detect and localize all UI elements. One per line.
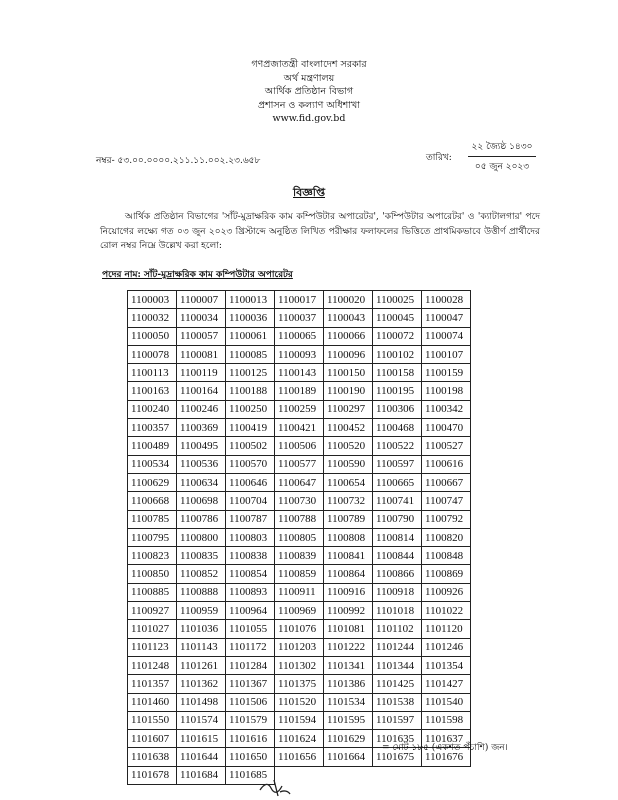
roll-number-cell: 1101597 [373,711,422,729]
roll-number-cell: 1101102 [373,620,422,638]
roll-number-cell: 1100926 [422,583,471,601]
roll-number-cell: 1100732 [324,492,373,510]
roll-number-cell: 1100028 [422,291,471,309]
roll-number-cell: 1100125 [226,364,275,382]
table-row [128,291,471,309]
roll-number-cell: 1100888 [177,583,226,601]
roll-number-cell: 1101538 [373,693,422,711]
roll-number-cell: 1101354 [422,656,471,674]
roll-number-cell: 1100246 [177,400,226,418]
roll-number-cell: 1100741 [373,492,422,510]
government-name: গণপ্রজাতন্ত্রী বাংলাদেশ সরকার [251,59,367,70]
post-name: পদের নাম: সাঁট-মুদ্রাক্ষরিক কাম কম্পিউটার অপারেটর [102,270,293,280]
table-row [128,345,471,363]
roll-number-cell: 1100704 [226,492,275,510]
roll-number-cell: 1101055 [226,620,275,638]
roll-number-cell: 1100785 [128,510,177,528]
roll-number-cell: 1100577 [275,455,324,473]
roll-number-cell: 1101520 [275,693,324,711]
roll-number-cell: 1100013 [226,291,275,309]
notice-title: বিজ্ঞপ্তি [293,186,325,199]
roll-number-cell: 1100786 [177,510,226,528]
roll-number-cell: 1100163 [128,382,177,400]
roll-number-cell: 1101244 [373,638,422,656]
roll-number-cell: 1101460 [128,693,177,711]
roll-number-cell: 1100240 [128,400,177,418]
roll-number-cell: 1100066 [324,327,373,345]
roll-number-cell: 1100195 [373,382,422,400]
roll-number-table-body [128,291,471,785]
roll-number-cell: 1100158 [373,364,422,382]
roll-number-table [127,290,471,785]
roll-number-cell: 1100506 [275,437,324,455]
roll-number-cell: 1100959 [177,602,226,620]
roll-number-cell: 1101076 [275,620,324,638]
roll-number-cell: 1101341 [324,656,373,674]
roll-number-cell: 1101362 [177,675,226,693]
table-row [128,364,471,382]
roll-number-cell: 1100854 [226,565,275,583]
roll-number-cell: 1100814 [373,528,422,546]
table-row [128,492,471,510]
roll-number-cell: 1101344 [373,656,422,674]
roll-number-cell: 1100119 [177,364,226,382]
roll-number-cell: 1100050 [128,327,177,345]
roll-number-cell: 1101222 [324,638,373,656]
roll-number-cell: 1100032 [128,309,177,327]
notice-paragraph: আর্থিক প্রতিষ্ঠান বিভাগের 'সাঁট-মুদ্রাক্ষরিক কাম কম্পিউটার অপারেটর', 'কম্পিউটার অপারেটর' ও 'ক্যাটালগার' পদে নিয়োগের লক্ষ্যে গত ০৩ জুন ২০২৩ খ্রিস্টাব্দে অনুষ্ঠিত লিখিত পরীক্ষার ফলাফলের ভিত্তিতে প্রাথমিকভাবে উত্তীর্ণ প্রার্থীদের রোল নম্বর নিম্নে উল্লেখ করা হলো: [100,212,540,251]
roll-number-cell: 1100369 [177,419,226,437]
roll-number-cell: 1100800 [177,528,226,546]
roll-number-cell: 1101172 [226,638,275,656]
table-row [128,620,471,638]
table-row [128,382,471,400]
roll-number-cell: 1100647 [275,473,324,491]
roll-number-cell: 1101607 [128,730,177,748]
roll-number-cell: 1100306 [373,400,422,418]
roll-number-cell: 1100859 [275,565,324,583]
roll-number-cell: 1100866 [373,565,422,583]
roll-number-cell: 1101624 [275,730,324,748]
roll-number-cell: 1100893 [226,583,275,601]
roll-number-cell: 1101375 [275,675,324,693]
letterhead [0,58,618,126]
roll-number-cell: 1101684 [177,766,226,784]
roll-number-cell: 1101120 [422,620,471,638]
roll-number-cell: 1101664 [324,748,373,766]
roll-number-cell: 1100820 [422,528,471,546]
roll-number-cell: 1101203 [275,638,324,656]
roll-number-cell: 1100074 [422,327,471,345]
roll-number-cell: 1100522 [373,437,422,455]
roll-number-cell: 1101425 [373,675,422,693]
date-label: তারিখ: [426,153,452,163]
roll-number-cell: 1100003 [128,291,177,309]
roll-number-cell: 1100520 [324,437,373,455]
roll-number-cell: 1100297 [324,400,373,418]
roll-number-cell: 1100047 [422,309,471,327]
empty-cell [373,766,422,784]
roll-number-cell: 1100790 [373,510,422,528]
roll-number-cell: 1100093 [275,345,324,363]
wing-name: প্রশাসন ও কল্যাণ অধিশাখা [257,99,361,111]
roll-number-cell: 1101650 [226,748,275,766]
roll-number-cell: 1100969 [275,602,324,620]
roll-number-cell: 1101678 [128,766,177,784]
roll-number-cell: 1100869 [422,565,471,583]
roll-number-cell: 1100419 [226,419,275,437]
roll-number-cell: 1100536 [177,455,226,473]
date-bangla: ২২ জ্যৈষ্ঠ ১৪৩০ [468,139,536,157]
roll-number-cell: 1100143 [275,364,324,382]
roll-number-cell: 1100805 [275,528,324,546]
roll-number-cell: 1101081 [324,620,373,638]
roll-number-cell: 1100107 [422,345,471,363]
roll-number-cell: 1100792 [422,510,471,528]
table-row [128,400,471,418]
roll-number-cell: 1100017 [275,291,324,309]
table-row [128,638,471,656]
roll-number-cell: 1100634 [177,473,226,491]
roll-number-cell: 1100795 [128,528,177,546]
roll-number-cell: 1100916 [324,583,373,601]
roll-number-cell: 1100808 [324,528,373,546]
date-values [468,139,536,174]
roll-number-cell: 1100198 [422,382,471,400]
roll-number-cell: 1101027 [128,620,177,638]
roll-number-cell: 1100964 [226,602,275,620]
roll-number-cell: 1100667 [422,473,471,491]
roll-number-cell: 1100489 [128,437,177,455]
roll-number-cell: 1100421 [275,419,324,437]
roll-number-cell: 1100159 [422,364,471,382]
roll-number-cell: 1100468 [373,419,422,437]
roll-number-cell: 1100495 [177,437,226,455]
roll-number-cell: 1100078 [128,345,177,363]
table-row [128,327,471,345]
roll-number-cell: 1100789 [324,510,373,528]
website-link[interactable]: www.fid.gov.bd [272,113,346,124]
roll-number-cell: 1101386 [324,675,373,693]
roll-number-cell: 1101675 [373,748,422,766]
roll-number-cell: 1100646 [226,473,275,491]
table-row [128,656,471,674]
roll-number-cell: 1101644 [177,748,226,766]
roll-number-cell: 1101685 [226,766,275,784]
roll-number-cell: 1100164 [177,382,226,400]
roll-number-cell: 1100113 [128,364,177,382]
roll-number-cell: 1100096 [324,345,373,363]
roll-number-cell: 1100045 [373,309,422,327]
roll-number-cell: 1101579 [226,711,275,729]
roll-number-cell: 1100470 [422,419,471,437]
roll-number-cell: 1100848 [422,547,471,565]
roll-number-cell: 1100698 [177,492,226,510]
division-name: আর্থিক প্রতিষ্ঠান বিভাগ [264,86,354,97]
roll-number-cell: 1100020 [324,291,373,309]
roll-number-cell: 1101498 [177,693,226,711]
roll-number-cell: 1100036 [226,309,275,327]
ministry-name: অর্থ মন্ত্রণালয় [283,72,335,84]
roll-number-cell: 1100616 [422,455,471,473]
table-row [128,693,471,711]
roll-number-cell: 1100057 [177,327,226,345]
roll-number-cell: 1100007 [177,291,226,309]
roll-number-cell: 1100102 [373,345,422,363]
roll-number-cell: 1100034 [177,309,226,327]
notice-body [100,210,540,254]
roll-number-cell: 1100823 [128,547,177,565]
date-english: ০৫ জুন ২০২৩ [474,162,530,172]
roll-number-cell: 1101637 [422,730,471,748]
notice-title-wrap [0,184,618,203]
roll-number-cell: 1100534 [128,455,177,473]
roll-number-cell: 1100911 [275,583,324,601]
roll-number-cell: 1100081 [177,345,226,363]
roll-number-cell: 1100342 [422,400,471,418]
roll-number-cell: 1100992 [324,602,373,620]
roll-number-cell: 1101594 [275,711,324,729]
roll-number-cell: 1100654 [324,473,373,491]
roll-number-cell: 1101123 [128,638,177,656]
roll-number-cell: 1100250 [226,400,275,418]
table-row [128,309,471,327]
roll-number-cell: 1100590 [324,455,373,473]
roll-number-cell: 1100150 [324,364,373,382]
signature-mark [258,776,292,798]
roll-number-cell: 1100085 [226,345,275,363]
roll-number-cell: 1100452 [324,419,373,437]
roll-number-cell: 1100747 [422,492,471,510]
table-row [128,455,471,473]
roll-number-cell: 1100803 [226,528,275,546]
roll-number-cell: 1100864 [324,565,373,583]
roll-number-cell: 1100072 [373,327,422,345]
roll-number-cell: 1101248 [128,656,177,674]
roll-number-cell: 1101022 [422,602,471,620]
table-row [128,565,471,583]
table-row [128,419,471,437]
roll-number-cell: 1101534 [324,693,373,711]
table-row [128,510,471,528]
roll-number-cell: 1100885 [128,583,177,601]
roll-number-cell: 1100597 [373,455,422,473]
roll-number-cell: 1100668 [128,492,177,510]
roll-number-cell: 1100189 [275,382,324,400]
roll-number-cell: 1101676 [422,748,471,766]
roll-number-cell: 1101615 [177,730,226,748]
roll-number-cell: 1100838 [226,547,275,565]
table-row [128,547,471,565]
roll-number-cell: 1101598 [422,711,471,729]
roll-number-cell: 1100665 [373,473,422,491]
roll-number-cell: 1100527 [422,437,471,455]
table-row [128,528,471,546]
table-row [128,583,471,601]
roll-number-cell: 1101638 [128,748,177,766]
roll-number-cell: 1101616 [226,730,275,748]
roll-number-cell: 1101595 [324,711,373,729]
empty-cell [324,766,373,784]
roll-number-cell: 1100025 [373,291,422,309]
table-row [128,437,471,455]
roll-number-cell: 1100190 [324,382,373,400]
roll-number-cell: 1100787 [226,510,275,528]
roll-number-cell: 1100839 [275,547,324,565]
roll-number-cell: 1101540 [422,693,471,711]
roll-number-cell: 1101143 [177,638,226,656]
memo-number: নম্বর- ৫৩.০০.০০০০.২১১.১১.০০২.২৩.৬৫৮ [96,156,261,166]
roll-number-cell: 1100841 [324,547,373,565]
roll-number-cell: 1100259 [275,400,324,418]
roll-number-cell: 1101261 [177,656,226,674]
total-count: = মোট ১৮৫ (একশত পঁচাশি) জন। [382,743,508,753]
table-row [128,711,471,729]
roll-number-cell: 1101635 [373,730,422,748]
table-row [128,766,471,784]
roll-number-cell: 1100852 [177,565,226,583]
roll-number-cell: 1100188 [226,382,275,400]
roll-number-cell: 1100918 [373,583,422,601]
roll-number-cell: 1101427 [422,675,471,693]
roll-number-cell: 1100037 [275,309,324,327]
roll-number-cell: 1101656 [275,748,324,766]
roll-number-cell: 1100065 [275,327,324,345]
roll-number-cell: 1100835 [177,547,226,565]
roll-number-cell: 1101284 [226,656,275,674]
empty-cell [422,766,471,784]
table-row [128,473,471,491]
roll-number-cell: 1100570 [226,455,275,473]
roll-number-cell: 1100788 [275,510,324,528]
roll-number-cell: 1101302 [275,656,324,674]
roll-number-cell: 1100502 [226,437,275,455]
roll-number-cell: 1100927 [128,602,177,620]
roll-number-cell: 1100730 [275,492,324,510]
roll-number-cell: 1100850 [128,565,177,583]
table-row [128,602,471,620]
table-row [128,675,471,693]
roll-number-cell: 1101367 [226,675,275,693]
roll-number-cell: 1101036 [177,620,226,638]
roll-number-cell: 1100043 [324,309,373,327]
roll-number-cell: 1100844 [373,547,422,565]
roll-number-cell: 1100061 [226,327,275,345]
roll-number-cell: 1101357 [128,675,177,693]
roll-number-cell: 1101550 [128,711,177,729]
roll-number-cell: 1100357 [128,419,177,437]
roll-number-cell: 1101246 [422,638,471,656]
roll-number-cell: 1101629 [324,730,373,748]
roll-number-cell: 1101018 [373,602,422,620]
roll-number-cell: 1101574 [177,711,226,729]
roll-number-cell: 1101506 [226,693,275,711]
roll-number-cell: 1100629 [128,473,177,491]
